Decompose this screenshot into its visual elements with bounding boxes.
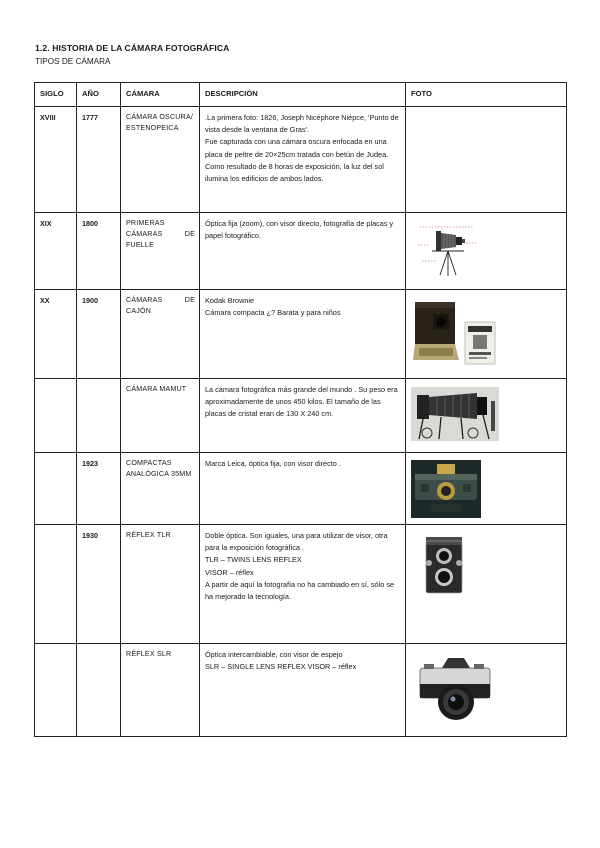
cell-anio: 1800 xyxy=(77,213,121,290)
desc-line: Óptica fija (zoom), con visor directo, fotografía de placas y papel fotográfico. xyxy=(205,219,394,241)
table-row xyxy=(35,213,567,290)
cell-siglo: XVIII xyxy=(35,107,77,213)
desc-line: VISOR – réflex xyxy=(205,567,254,577)
table-header-row xyxy=(35,83,567,107)
cell-siglo xyxy=(35,644,77,737)
cell-camara: CÁMARAS DE CAJÓN xyxy=(121,290,200,379)
desc-line: Fue capturada con una cámara oscura enfocada en una placa de peltre de 20×25cm tratada con betún de Judea. Como resultado de 8 horas de exposición, la luz del sol ilumina los edificios de ambos lados. xyxy=(205,137,389,184)
desc-line: Kodak Brownie xyxy=(205,296,255,305)
mammoth-camera-icon xyxy=(411,387,499,441)
cell-descripcion xyxy=(200,290,406,379)
cell-anio: 1777 xyxy=(77,107,121,213)
camera-history-table xyxy=(34,82,567,737)
cell-foto xyxy=(406,107,567,213)
cell-siglo xyxy=(35,379,77,453)
table-row xyxy=(35,525,567,644)
desc-line: A partir de aquí la fotografía no ha cambiado en sí, sólo se ha mejorado la tecnología. xyxy=(205,579,395,602)
cell-camara: PRIMERAS CÁMARAS DE FUELLE xyxy=(121,213,200,290)
desc-line: Cámara compacta ¿? Barata y para niños xyxy=(205,308,341,318)
desc-line: Óptica intercambiable, con visor de espejo xyxy=(205,650,343,659)
tlr-camera-icon xyxy=(422,533,466,597)
cell-foto xyxy=(406,453,567,525)
table-row xyxy=(35,379,567,453)
bellows-camera-icon xyxy=(418,221,478,277)
cell-siglo xyxy=(35,453,77,525)
table-row xyxy=(35,453,567,525)
box-camera-icon xyxy=(413,300,499,366)
cell-camara: CÁMARA MAMUT xyxy=(121,379,200,453)
table-row xyxy=(35,290,567,379)
page-subtitle: TIPOS DE CÁMARA xyxy=(35,57,111,66)
column-header-descripcion: DESCRIPCIÓN xyxy=(200,83,406,107)
cell-camara: RÉFLEX TLR xyxy=(121,525,200,644)
column-header-anio: AÑO xyxy=(77,83,121,107)
leica-camera-icon xyxy=(411,460,481,518)
desc-line: Marca Leica, óptica fija, con visor directo . xyxy=(205,459,341,468)
cell-siglo xyxy=(35,525,77,644)
cell-descripcion xyxy=(200,644,406,737)
desc-line: .La primera foto: 1826, Joseph Nicéphore Niépce, 'Punto de vista desde la ventana de Gras'. xyxy=(205,113,399,135)
cell-descripcion xyxy=(200,107,406,213)
cell-foto xyxy=(406,290,567,379)
cell-descripcion xyxy=(200,525,406,644)
slr-camera-icon xyxy=(414,654,496,726)
column-header-siglo: SIGLO xyxy=(35,83,77,107)
cell-descripcion xyxy=(200,453,406,525)
cell-siglo: XX xyxy=(35,290,77,379)
cell-anio xyxy=(77,644,121,737)
cell-camara: CÁMARA OSCURA/ESTENOPEICA xyxy=(121,107,200,213)
desc-line: Doble óptica. Son iguales, una para utilizar de visor, otra para la exposición fotográfica . xyxy=(205,531,388,553)
page-title: 1.2. HISTORIA DE LA CÁMARA FOTOGRÁFICA xyxy=(35,43,230,53)
column-header-camara: CÁMARA xyxy=(121,83,200,107)
cell-descripcion xyxy=(200,213,406,290)
cell-foto xyxy=(406,379,567,453)
cell-siglo: XIX xyxy=(35,213,77,290)
cell-foto xyxy=(406,213,567,290)
cell-anio xyxy=(77,379,121,453)
cell-anio: 1923 xyxy=(77,453,121,525)
desc-line: SLR – SINGLE LENS REFLEX VISOR – réflex xyxy=(205,662,357,672)
cell-anio: 1900 xyxy=(77,290,121,379)
desc-line: TLR – TWINS LENS REFLEX xyxy=(205,555,302,565)
cell-foto xyxy=(406,525,567,644)
cell-foto xyxy=(406,644,567,737)
desc-line: La cámara fotográfica más grande del mundo . Su peso era aproximadamente de unos 450 kilos. El tamaño de las placas de cristal eran de 130 X 240 cm. xyxy=(205,385,398,419)
cell-camara: RÉFLEX SLR xyxy=(121,644,200,737)
table-row xyxy=(35,107,567,213)
table-row xyxy=(35,644,567,737)
cell-anio: 1930 xyxy=(77,525,121,644)
cell-descripcion xyxy=(200,379,406,453)
cell-camara: COMPACTAS ANALÓGICA 35MM xyxy=(121,453,200,525)
column-header-foto: FOTO xyxy=(406,83,567,107)
